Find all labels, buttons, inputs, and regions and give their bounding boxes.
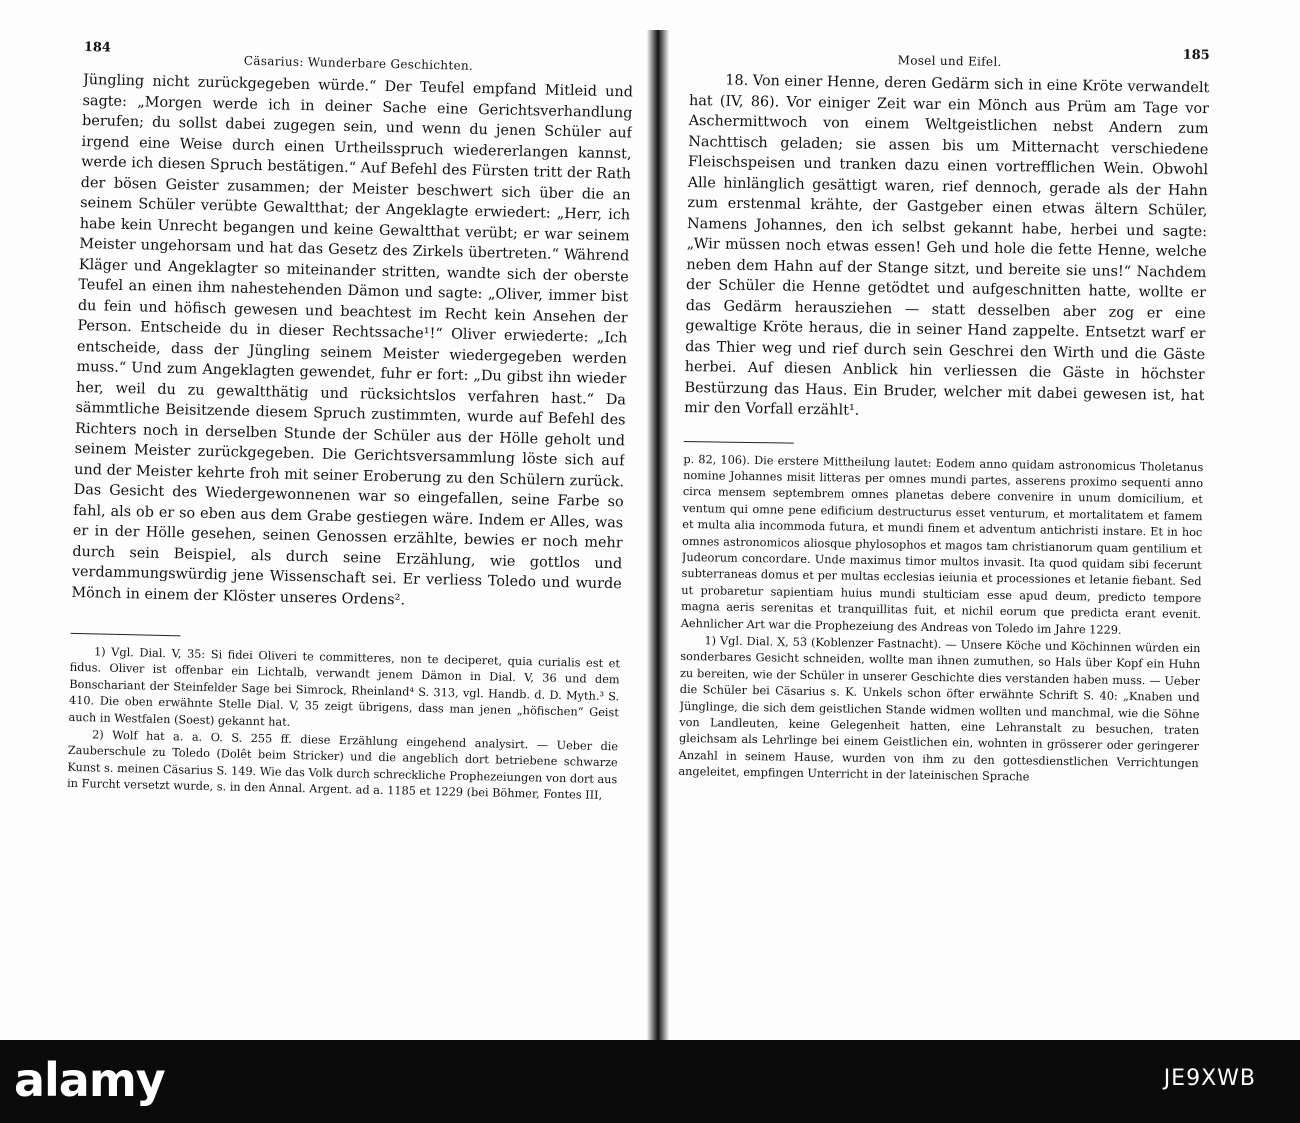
right-footnote-1: 1) Vgl. Dial. X, 53 (Koblenzer Fastnacht). — Unsere Köche und Köchinnen würden ein sonderbares Gesicht schneiden, wollte man ihnen zumuthen, so Hals über Kopf ein Huhn zu bereiten, wie der Schüler in unserer Geschichte dies verstanden haben muss. — Ueber die Schüler bei Cäsarius s. K. Unkels schon öfter erwähnte Schrift S. 40: „Knaben und Jünglinge, die sich dem geistlichen Stande widmen wollten und manchmal, wie die Söhne von Landleuten, keine Gelegenheit hatten, eine Lehranstalt zu besuchen, traten gleichsam als Lehrlinge bei einem Geistlichen ein, wohnten in grösserer oder geringerer Anzahl in seinem Hause, wurden von ihm zu den gottesdienstlichen Verrichtungen angeleitet, empfingen Unterricht in der lateinischen Sprache [678, 634, 1201, 784]
stock-image-code: JE9XWB [1163, 1066, 1256, 1091]
stock-watermark-band [0, 1040, 1300, 1123]
right-footnote-continued: p. 82, 106). Die erstere Mittheilung lautet: Eodem anno quidam astronomicus Tholetanus nomine Johannes misit litteras per omnes mundi partes, asserens proximo sequenti anno circa mensem septembrem omnes planetas debere convenire in unum domicilium, et ventum qui omne pene edificium destructurus esset venturum, et mortalitatem et famem et multa alia incommoda futura, et mundi finem et adventum antichristi instare. Et in hoc omnes astronomicos aliosque phylosophos et magos tam christianorum quam gentilium et Judeorum concordare. Unde maximus timor multos invasit. Ita quod quidam sibi fecerunt subterraneas domus et per multas ecclesias ieiunia et processiones et letanie fiebant. Sed ut probaretur sapientiam huius mundi stulticiam esse apud deum, predicto tempore magna aeris serenitas et tranquillitas fuit, et nichil eorum que predicta erant evenit. Aehnlicher Art war die Prophezeiung des Andreas von Toledo im Jahre 1229. [680, 452, 1204, 637]
right-footnote-rule [684, 440, 794, 443]
book-gutter [647, 30, 669, 1040]
alamy-logo: alamy [14, 1053, 165, 1107]
right-page [678, 38, 1210, 790]
left-page-number: 184 [83, 39, 112, 56]
right-body-text: 18. Von einer Henne, deren Gedärm sich in eine Kröte verwandelt hat (IV, 86). Vor einiger Zeit war ein Mönch aus Prüm am Tage vor Aschermittwoch von einem Weltgeistlichen nebst Andern zum Nachttisch geladen; sie assen bis um Mitternacht verschiedene Fleischspeisen und tranken dazu einen vortrefflichen Wein. Obwohl Alle hinlänglich gesättigt waren, rief dennoch, gerade als der Hahn zum erstenmal krähte, der Gastgeber einen etwas ältern Schüler, Namens Johannes, den ich selbst gekannt habe, herbei und sagte: „Wir müssen noch etwas essen! Geh und hole die fette Henne, welche neben dem Hahn auf der Stange sitzt, und bereite sie uns!“ Nachdem der Schüler die Henne getödtet und aufgeschnitten hatte, wollte er das Gedärm herausziehen — statt desselben aber zog er eine gewaltige Kröte heraus, die in seiner Hand zappelte. Entsetzt warf er das Thier weg und rief durch sein Geschrei den Wirth und die Gäste herbei. Auf diesen Anblick hin verliessen die Gäste in höchster Bestürzung das Haus. Ein Bruder, welcher mit dabei gewesen ist, hat mir den Vorfall erzählt¹. [684, 72, 1210, 419]
left-running-head: Cäsarius: Wunderbare Geschichten. [243, 53, 474, 73]
left-footnote-1: 1) Vgl. Dial. V, 35: Si fidei Oliveri te committeres, non te deciperet, quia curialis est et fidus. Oliver ist offenbar ein Lichtalb, verwandt jenem Dämon in Dial. V, 36 und dem Bonschariant der Steinfelder Sage bei Simrock, Rheinland⁴ S. 313, vgl. Handb. d. D. Myth.³ S. 410. Die oben erwähnte Stelle Dial. V, 35 zeigt übrigens, dass man jenen „höfischen“ Geist auch in Westfalen (Soest) gekannt hat. [68, 645, 621, 729]
left-body-text: Jüngling nicht zurückgegeben würde.“ Der Teufel empfand Mitleid und sagte: „Morgen werde ich in deiner Sache eine Gerichtsverhandlung berufen; du sollst dabei zugegen sein, und wenn du jenen Schüler auf irgend eine Weise durch einen Urtheilsspruch wiedererlangen kannst, werde ich diesen Spruch bestätigen.“ Auf Befehl des Fürsten tritt der Rath der bösen Geister zusammen; der Meister beschwert sich über die an seinem Schüler verübte Gewaltthat; der Angeklagte erwiedert: „Herr, ich habe kein Unrecht begangen und keine Gewaltthat verübt; er war seinem Meister ungehorsam und hat das Gesetz des Zirkels übertreten.“ Während Kläger und Angeklagter so miteinander stritten, wandte sich der oberste Teufel an einen ihm nahestehenden Dämon und sagte: „Oliver, immer bist du fein und höfisch gewesen und beachtest im Recht kein Ansehen der Person. Entscheide du in dieser Rechtssache¹!“ Oliver erwiederte: „Ich entscheide, dass der Jüngling seinem Meister wiedergegeben werden muss.“ Und zum Angeklagten gewendet, fuhr er fort: „Du gibst ihn wieder her, weil du zu gewaltthätig und rücksichtslos verfahren hast.“ Da sämmtliche Beisitzende diesem Spruch zustimmten, wurde auf Befehl des Richters noch in derselben Stunde der Schüler aus der Hölle geholt und seinem Meister zurückgegeben. Die Gerichtsversammlung löste sich auf und der Meister kehrte froh mit seiner Eroberung zu den Schülern zurück. Das Gesicht des Wiedergewonnenen war so eingefallen, seine Farbe so fahl, als ob er so eben aus dem Grabe gestiegen wäre. Indem er Alles, was er in der Hölle gesehen, seinen Genossen erzählte, bewies er noch mehr durch sein Beispiel, als durch seine Erzählung, wie gottlos und verdammungswürdig jene Wissenschaft sei. Er verliess Toledo und wurde Mönch in einem der Klöster unseres Ordens². [71, 71, 634, 608]
left-page [67, 38, 634, 806]
left-footnote-2: 2) Wolf hat a. a. O. S. 255 ff. diese Erzählung eingehend analysirt. — Ueber die Zauberschule zu Toledo (Dolêt beim Stricker) und die angeblich dort betriebene schwarze Kunst s. meinen Cäsarius S. 149. Wie das Volk durch schreckliche Prophezeiungen von dort aus in Furcht versetzt wurde, s. in den Annal. Argent. ad a. 1185 et 1229 (bei Böhmer, Fontes III, [66, 728, 619, 803]
left-footnote-rule [70, 633, 180, 636]
right-page-number: 185 [1182, 47, 1210, 64]
right-running-head: Mosel und Eifel. [897, 53, 1002, 69]
